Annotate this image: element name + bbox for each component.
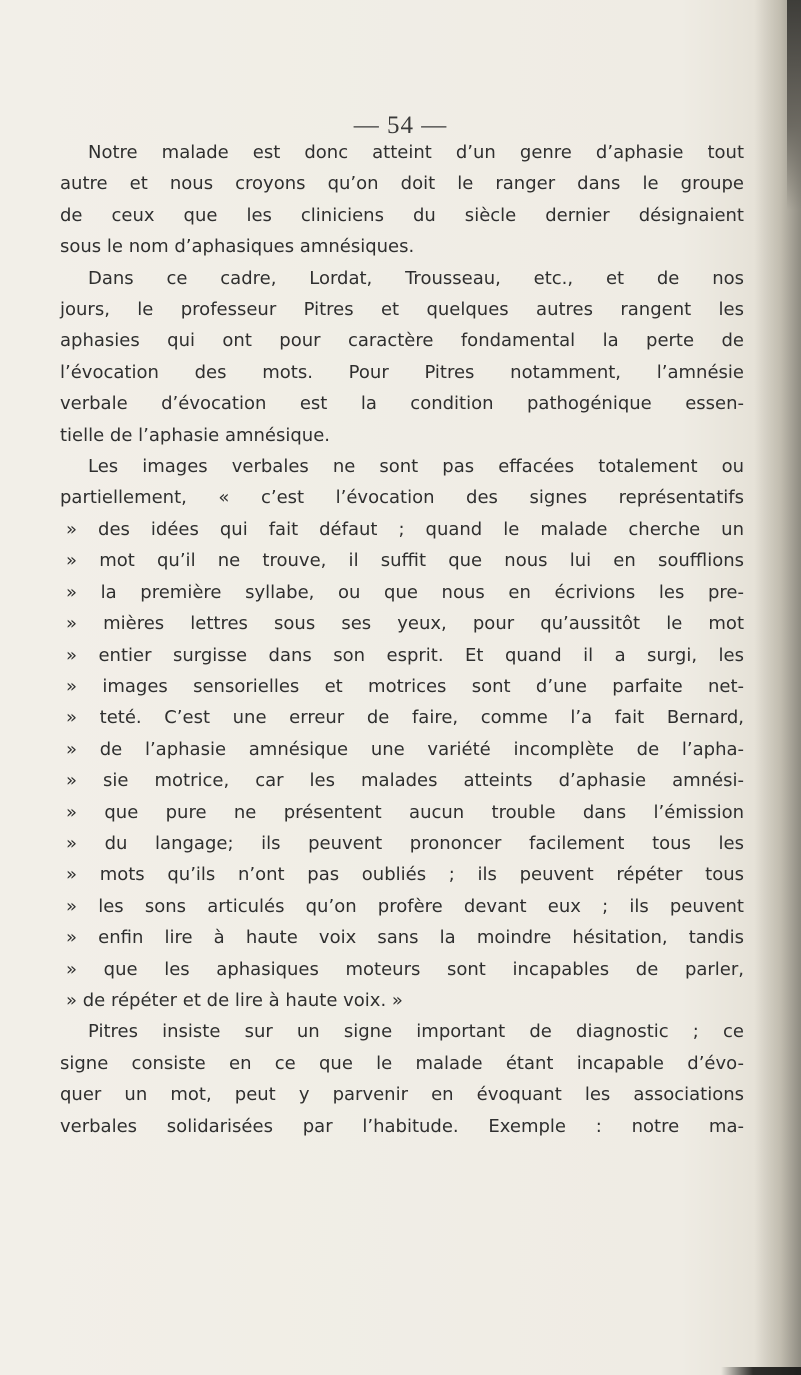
body-text — [60, 137, 744, 1142]
quote-line: » mot qu’il ne trouve, il suffit que nous lui en soufflions — [66, 550, 744, 572]
text-line: Les images verbales ne sont pas effacées totalement ou — [88, 456, 744, 478]
quote-line: » la première syllabe, ou que nous en écrivions les pre- — [66, 581, 744, 603]
text-line: Dans ce cadre, Lordat, Trousseau, etc., et de nos — [88, 267, 744, 289]
text-line: aphasies qui ont pour caractère fondamental la perte de — [60, 330, 744, 352]
page-edge-dark-bottom — [721, 1367, 801, 1375]
page-number: — 54 — — [353, 112, 448, 139]
quote-line: » que les aphasiques moteurs sont incapables de parler, — [66, 958, 744, 980]
page-edge-dark-top — [787, 0, 801, 210]
quote-line: » teté. C’est une erreur de faire, comme l’a fait Bernard, — [66, 707, 744, 729]
text-line: quer un mot, peut y parvenir en évoquant les associations — [60, 1084, 744, 1106]
text-line: de ceux que les cliniciens du siècle dernier désignaient — [60, 204, 744, 226]
quote-line: » de l’aphasie amnésique une variété incomplète de l’apha- — [66, 738, 744, 760]
quote-line: » sie motrice, car les malades atteints d’aphasie amnési- — [66, 770, 744, 792]
quote-line: » de répéter et de lire à haute voix. » — [66, 989, 403, 1011]
quote-line: » mières lettres sous ses yeux, pour qu’aussitôt le mot — [66, 613, 744, 635]
quote-line: » les sons articulés qu’on profère devant eux ; ils peuvent — [66, 895, 744, 917]
text-line: verbales solidarisées par l’habitude. Exemple : notre ma- — [60, 1115, 744, 1137]
text-line: sous le nom d’aphasiques amnésiques. — [60, 236, 415, 258]
text-line: partiellement, « c’est l’évocation des signes représentatifs — [60, 487, 744, 509]
quote-line: » enfin lire à haute voix sans la moindre hésitation, tandis — [66, 927, 744, 949]
quote-line: » entier surgisse dans son esprit. Et quand il a surgi, les — [66, 644, 744, 666]
text-line: signe consiste en ce que le malade étant incapable d’évo- — [60, 1052, 744, 1074]
quote-line: » des idées qui fait défaut ; quand le malade cherche un — [66, 518, 744, 540]
quote-line: » images sensorielles et motrices sont d’une parfaite net- — [66, 675, 744, 697]
quote-line: » du langage; ils peuvent prononcer facilement tous les — [66, 832, 744, 854]
quote-line: » mots qu’ils n’ont pas oubliés ; ils peuvent répéter tous — [66, 864, 744, 886]
text-line: tielle de l’aphasie amnésique. — [60, 424, 330, 446]
text-line: Pitres insiste sur un signe important de diagnostic ; ce — [88, 1021, 744, 1043]
quote-line: » que pure ne présentent aucun trouble dans l’émission — [66, 801, 744, 823]
text-line: Notre malade est donc atteint d’un genre d’aphasie tout — [88, 142, 744, 163]
text-line: verbale d’évocation est la condition pathogénique essen- — [60, 393, 744, 415]
text-line: l’évocation des mots. Pour Pitres notamment, l’amnésie — [60, 361, 744, 383]
text-line: autre et nous croyons qu’on doit le ranger dans le groupe — [60, 173, 744, 195]
text-line: jours, le professeur Pitres et quelques autres rangent les — [60, 299, 744, 321]
